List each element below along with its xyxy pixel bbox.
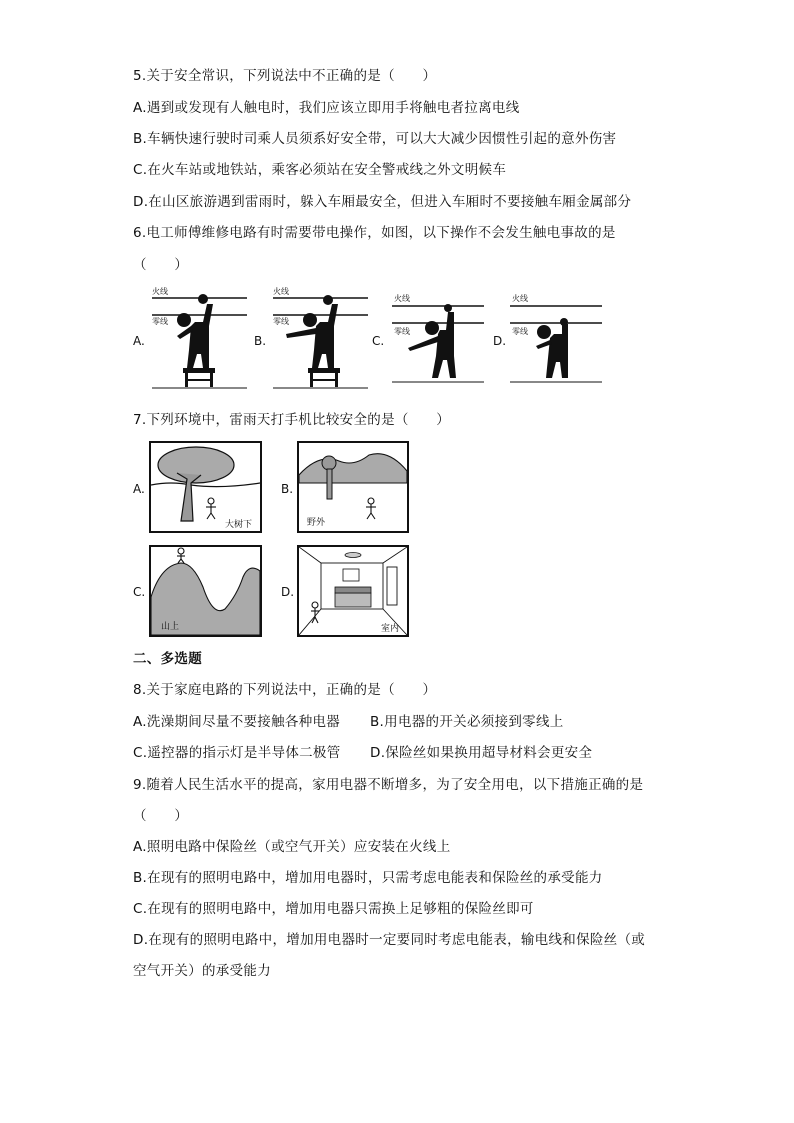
q8-option-a: A.洗澡期间尽量不要接触各种电器: [133, 714, 341, 730]
live-wire-label-d: 火线: [512, 294, 528, 303]
q7-caption-d: 室内: [381, 624, 400, 634]
live-wire-label-c: 火线: [394, 294, 410, 303]
q6-stem: 6.电工师傅维修电路有时需要带电操作，如图，以下操作不会发生触电事故的是: [133, 225, 616, 241]
person-icon: [206, 498, 216, 519]
q7-label-a: A.: [133, 482, 145, 496]
wooden-stool: [183, 368, 215, 387]
q5-option-c: C.在火车站或地铁站，乘客必须站在安全警戒线之外文明候车: [133, 162, 507, 178]
live-wire-label-b: 火线: [273, 287, 289, 296]
q9-option-a: A.照明电路中保险丝（或空气开关）应安装在火线上: [133, 839, 451, 855]
q8-option-b: B.用电器的开关必须接到零线上: [370, 714, 564, 730]
neutral-wire-label-c: 零线: [394, 327, 410, 336]
q7-stem: 7.下列环境中，雷雨天打手机比较安全的是（ ）: [133, 412, 451, 428]
q6-figure-d: [506, 292, 606, 387]
q9-stem: 9.随着人民生活水平的提高，家用电器不断增多，为了安全用电，以下措施正确的是: [133, 777, 644, 793]
q5-option-d: D.在山区旅游遇到雷雨时，躲入车厢最安全，但进入车厢时不要接触车厢金属部分: [133, 194, 632, 210]
q6-label-d: D.: [493, 334, 507, 348]
q7-image-b: [297, 441, 409, 533]
q9-option-d: D.在现有的照明电路中，增加用电器时一定要同时考虑电能表，输电线和保险丝（或: [133, 932, 646, 948]
live-wire-label-a: 火线: [152, 287, 168, 296]
electrician-figure: [177, 294, 213, 368]
wooden-stool: [308, 368, 340, 387]
neutral-wire-label-b: 零线: [273, 317, 289, 326]
q6-figure-c: [388, 292, 488, 387]
q8-option-d: D.保险丝如果换用超导材料会更安全: [370, 745, 593, 761]
q6-label-a: A.: [133, 334, 145, 348]
q7-image-c: [149, 545, 262, 637]
q6-figure-a: [147, 284, 252, 391]
bed: [335, 587, 371, 607]
wall-picture: [343, 569, 359, 581]
q5-stem: 5.关于安全常识，下列说法中不正确的是（ ）: [133, 68, 437, 84]
q9-stem-cont: （ ）: [133, 808, 189, 824]
horizon-line: [151, 483, 260, 487]
q6-label-c: C.: [372, 334, 385, 348]
q7-image-d: [297, 545, 409, 637]
q6-label-b: B.: [254, 334, 267, 348]
hills: [299, 454, 407, 483]
section-title: 二、多选题: [133, 651, 202, 667]
ceiling-lamp: [345, 553, 361, 558]
q7-caption-b: 野外: [307, 518, 326, 528]
q6-stem-cont: （ ）: [133, 257, 189, 273]
q6-figure-b: [268, 284, 373, 391]
neutral-wire-label-a: 零线: [152, 317, 168, 326]
electrician-figure: [408, 304, 456, 378]
q8-option-c: C.遥控器的指示灯是半导体二极管: [133, 745, 341, 761]
electrician-figure: [286, 295, 338, 368]
q5-option-b: B.车辆快速行驶时司乘人员须系好安全带，可以大大减少因惯性引起的意外伤害: [133, 131, 617, 147]
person-icon: [177, 548, 185, 563]
q7-image-a: [149, 441, 262, 533]
electrician-figure: [536, 318, 568, 378]
q5-option-a: A.遇到或发现有人触电时，我们应该立即用手将触电者拉离电线: [133, 100, 520, 116]
q9-option-b: B.在现有的照明电路中，增加用电器时，只需考虑电能表和保险丝的承受能力: [133, 870, 603, 886]
q7-caption-c: 山上: [161, 622, 180, 632]
q7-label-b: B.: [281, 482, 294, 496]
person-icon: [366, 498, 376, 519]
q8-stem: 8.关于家庭电路的下列说法中，正确的是（ ）: [133, 682, 437, 698]
q9-option-c: C.在现有的照明电路中，增加用电器只需换上足够粗的保险丝即可: [133, 901, 534, 917]
neutral-wire-label-d: 零线: [512, 327, 528, 336]
q9-option-d-cont: 空气开关）的承受能力: [133, 963, 271, 979]
q7-label-c: C.: [133, 585, 146, 599]
q7-caption-a: 大树下: [225, 520, 253, 530]
big-tree: [158, 447, 234, 521]
q7-label-d: D.: [281, 585, 295, 599]
